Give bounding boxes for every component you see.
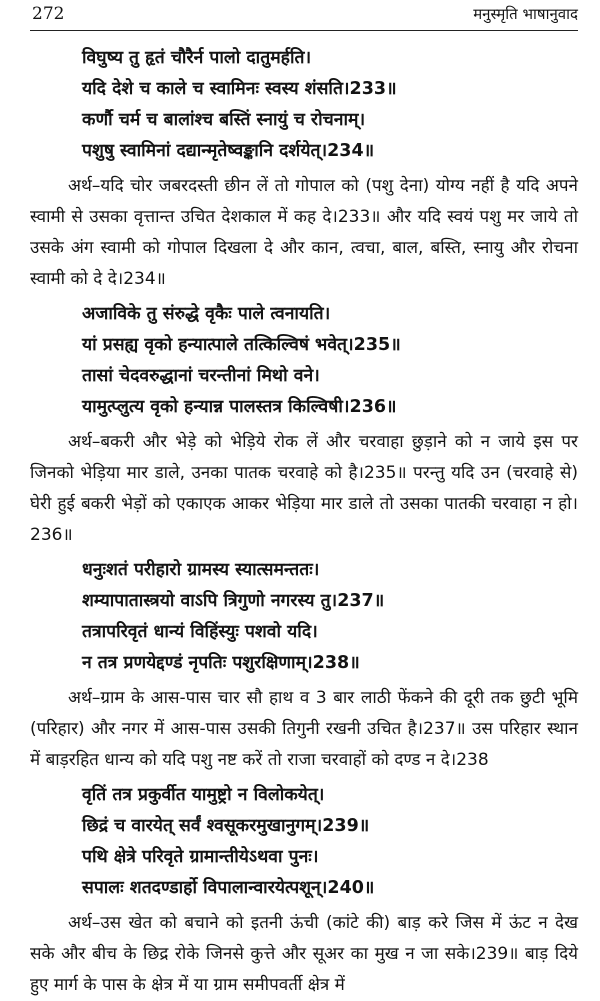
verse-block-235-236 xyxy=(30,299,578,423)
verse-block-237-238 xyxy=(30,555,578,679)
verse-line: पथि क्षेत्रे परिवृते ग्रामान्तीयेऽथवा पुनः। xyxy=(82,847,319,867)
verse-line: शम्यापातास्त्रयो वाऽपि त्रिगुणो नगरस्य तु।237॥ xyxy=(82,591,385,611)
verse-line: अजाविके तु संरुद्धे वृकैः पाले त्वनायति। xyxy=(82,304,331,324)
page-number: 272 xyxy=(32,4,65,24)
translation-paragraph-233-234: अर्थ–यदि चोर जबरदस्ती छीन लें तो गोपाल को (पशु देना) योग्य नहीं है यदि अपने स्वामी से उसका वृत्तान्त उचित देशकाल में कह दे।233॥ और यदि स्वयं पशु मर जाये तो उसके अंग स्वामी को गोपाल दिखला दे और कान, त्वचा, बाल, बस्ति, स्नायु और रोचना स्वामी को दे दे।234॥ xyxy=(30,176,578,289)
verse-line: धनुःशतं परीहारो ग्रामस्य स्यात्समन्ततः। xyxy=(82,560,320,580)
verse-line: तासां चेदवरुद्धानां चरन्तीनां मिथो वने। xyxy=(82,366,320,386)
verse-line: न तत्र प्रणयेद्दण्डं नृपतिः पशुरक्षिणाम्।238॥ xyxy=(82,653,360,673)
translation-paragraph-239-240: अर्थ–उस खेत को बचाने को इतनी ऊंची (कांटे की) बाड़ करे जिस में ऊंट न देख सके और बीच के छिद्र रोके जिनसे कुत्ते और सूअर का मुख न जा सके।239॥ बाड़ दिये हुए मार्ग के पास के क्षेत्र में या ग्राम समीपवर्ती क्षेत्र में xyxy=(30,913,578,995)
verse-line: यां प्रसह्य वृको हन्यात्पाले तत्किल्विषं भवेत्।235॥ xyxy=(82,335,401,355)
verse-block-239-240 xyxy=(30,780,578,904)
verse-line: यदि देशे च काले च स्वामिनः स्वस्य शंसति।233॥ xyxy=(82,79,397,99)
verse-line: यामुत्प्लुत्य वृको हन्यान्न पालस्तत्र किल्विषी।236॥ xyxy=(82,397,397,417)
page-header xyxy=(30,0,578,31)
verse-line: तत्रापरिवृतं धान्यं विहिंस्युः पशवो यदि। xyxy=(82,622,318,642)
verse-line: छिद्रं च वारयेत् सर्वं श्वसूकरमुखानुगम्।239॥ xyxy=(82,816,370,836)
verse-block-233-234 xyxy=(30,43,578,167)
verse-line: कर्णौ चर्म च बालांश्च बस्तिं स्नायुं च रोचनाम्। xyxy=(82,110,366,130)
verse-line: पशुषु स्वामिनां दद्यान्मृतेष्वङ्कानि दर्शयेत्।234॥ xyxy=(82,141,375,161)
verse-line: सपालः शतदण्डार्हो विपालान्वारयेत्पशून्।240॥ xyxy=(82,878,375,898)
page-body xyxy=(30,31,578,1001)
translation-paragraph-235-236: अर्थ–बकरी और भेड़े को भेड़िये रोक लें और चरवाहा छुड़ाने को न जाये इस पर जिनको भेड़िया मार डाले, उनका पातक चरवाहे को है।235॥ परन्तु यदि उन (चरवाहे से) घेरी हुई बकरी भेड़ों को एकाएक आकर भेड़िया मार डाले तो उसका पातकी चरवाहा न हो।236॥ xyxy=(30,432,578,545)
verse-line: विघुष्य तु हृतं चौरैर्न पालो दातुमर्हति। xyxy=(82,48,312,68)
translation-paragraph-237-238: अर्थ–ग्राम के आस-पास चार सौ हाथ व 3 बार लाठी फेंकने की दूरी तक छुटी भूमि (परिहार) और नगर में आस-पास उसकी तिगुनी रखनी उचित है।237॥ उस परिहार स्थान में बाड़रहित धान्य को यदि पशु नष्ट करें तो राजा चरवाहों को दण्ड न दे।238 xyxy=(30,688,578,770)
running-title: मनुस्मृति भाषानुवाद xyxy=(473,5,578,23)
verse-line: वृतिं तत्र प्रकुर्वीत यामुष्ट्रो न विलोकयेत्। xyxy=(82,785,325,805)
